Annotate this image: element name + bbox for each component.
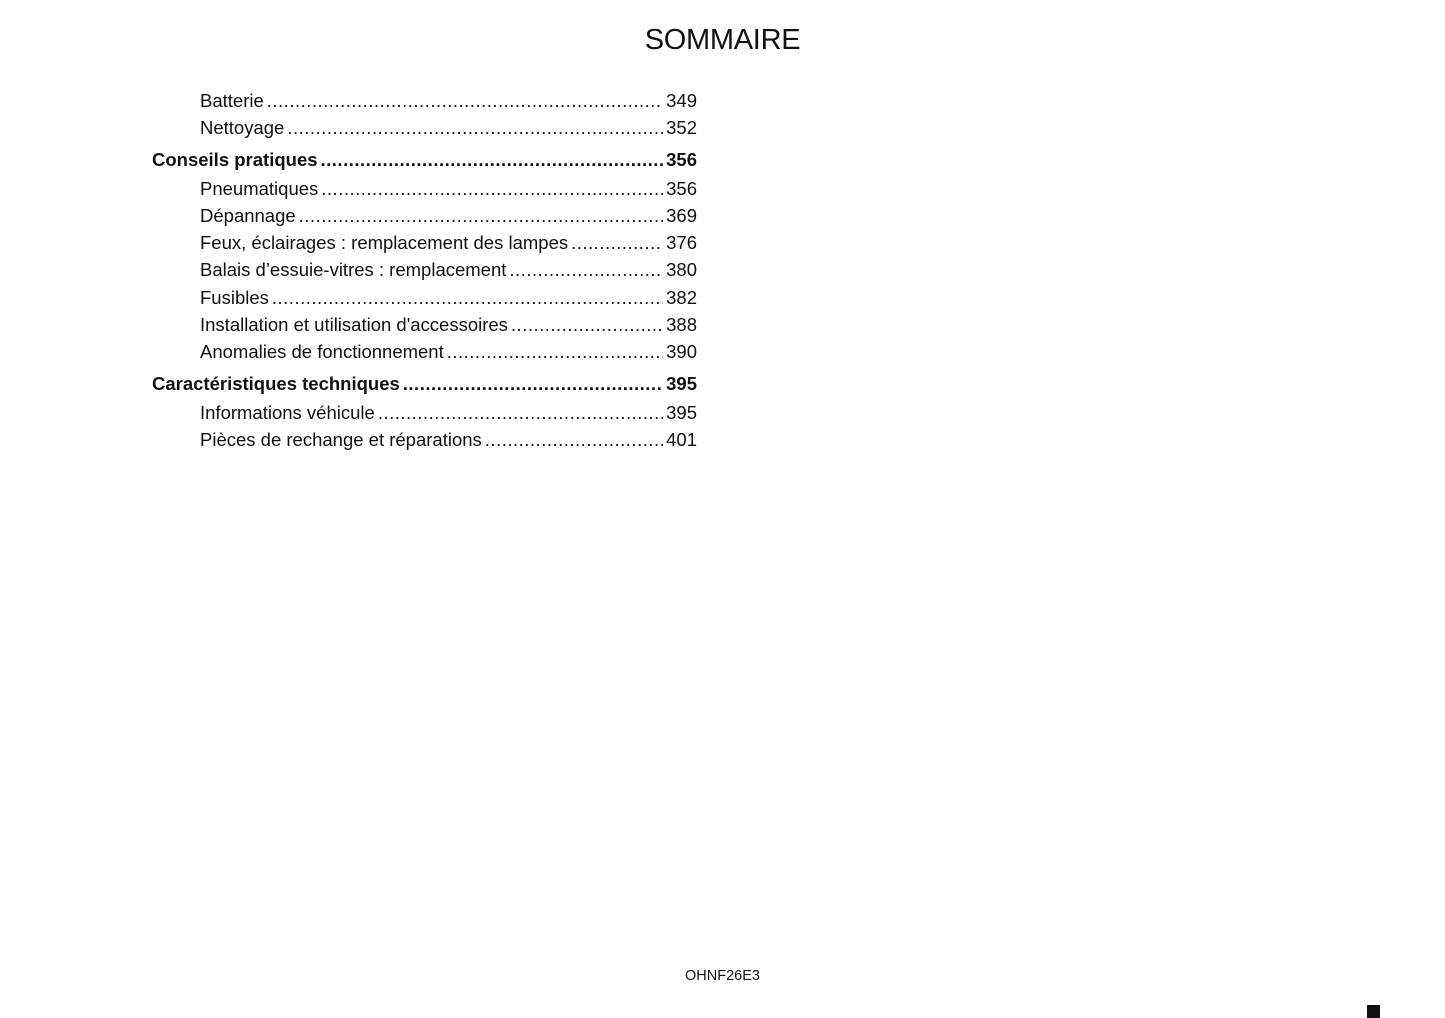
toc-entry[interactable] [152,229,697,256]
toc-entry-label: Installation et utilisation d'accessoires [200,314,508,336]
toc-entry-label: Fusibles [200,286,269,308]
toc-entry-label: Balais d’essuie-vitres : remplacement [200,259,507,281]
toc-entry-page: 349 [666,90,697,111]
document-code: OHNF26E3 [685,968,760,984]
toc-entry-page: 356 [666,177,697,199]
page-title: SOMMAIRE [644,24,801,56]
toc-section-page: 356 [666,148,697,170]
toc-section-page: 395 [666,372,697,394]
toc-entry[interactable] [152,114,697,141]
dot-leader [321,144,664,175]
toc-entry[interactable] [152,87,697,114]
dot-leader [511,311,663,338]
toc-entry[interactable] [152,202,697,229]
toc-entry-label: Nettoyage [200,117,285,139]
toc-section-entry[interactable] [152,368,697,399]
toc-entry-page: 390 [666,341,697,363]
toc-entry-page: 352 [666,117,697,139]
dot-leader [571,229,663,256]
toc-entry-label: Batterie [200,90,264,111]
toc-entry[interactable] [152,256,697,283]
toc-entry-page: 401 [666,428,697,450]
toc-entry-page: 382 [666,286,697,308]
toc-entry-page: 380 [666,259,697,281]
toc-entry[interactable] [152,338,697,365]
toc-entry[interactable] [152,175,697,202]
dot-leader [321,175,663,202]
toc-entry-page: 369 [666,204,697,226]
toc-entry[interactable] [152,284,697,311]
toc-entry-label: Anomalies de fonctionnement [200,341,444,363]
dot-leader [267,87,663,114]
dot-leader [403,368,663,399]
dot-leader [272,284,663,311]
dot-leader [509,256,663,283]
toc-entry-page: 376 [666,232,697,254]
dot-leader [447,338,663,365]
dot-leader [299,202,663,229]
toc-entry-label: Pneumatiques [200,177,319,199]
toc-entry-label: Feux, éclairages : remplacement des lampes [200,232,569,254]
toc-entry-label: Informations véhicule [200,401,375,423]
toc-entry-label: Dépannage [200,204,296,226]
toc-entry[interactable] [152,426,697,453]
toc-entry[interactable] [152,399,697,426]
toc-section-label: Caractéristiques techniques [152,372,400,394]
toc-section-label: Conseils pratiques [152,148,318,170]
dot-leader [287,114,663,141]
toc-entry-page: 388 [666,314,697,336]
toc-entry-label: Pièces de rechange et réparations [200,428,482,450]
toc-entry-page: 395 [666,401,697,423]
table-of-contents [152,87,697,453]
toc-entry[interactable] [152,311,697,338]
toc-section-entry[interactable] [152,144,697,175]
dot-leader [485,426,663,453]
page-corner-marker [1367,1005,1380,1018]
dot-leader [378,399,663,426]
